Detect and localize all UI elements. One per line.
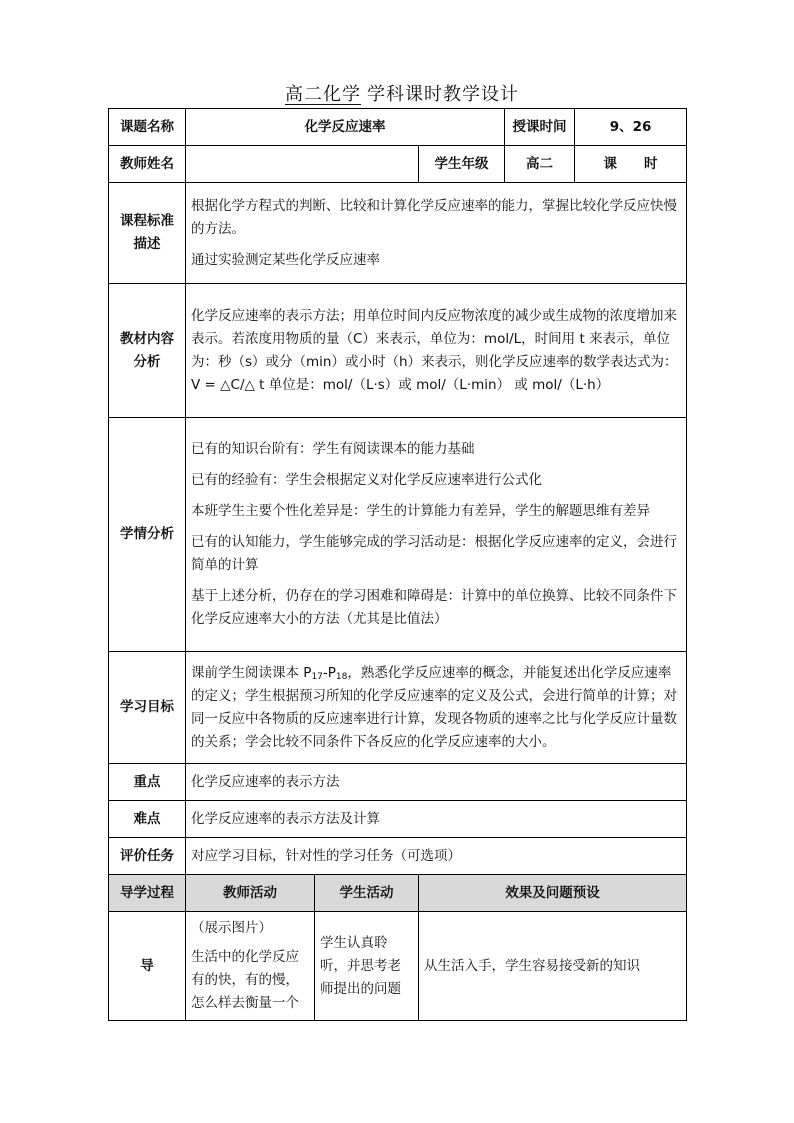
teacher-activity-paragraph: （展示图片） xyxy=(191,920,272,936)
key-content: 化学反应速率的表示方法 xyxy=(186,764,687,801)
process-header-student: 学生活动 xyxy=(315,875,419,912)
process-teacher-activity xyxy=(186,912,315,1021)
row-teacher xyxy=(109,146,687,183)
learner-label: 学情分析 xyxy=(109,418,186,652)
difficult-content: 化学反应速率的表示方法及计算 xyxy=(186,801,687,838)
period-label: 课 时 xyxy=(575,146,687,183)
grade-value: 高二 xyxy=(505,146,575,183)
row-topic xyxy=(109,109,687,146)
row-goals xyxy=(109,652,687,764)
evaluation-label: 评价任务 xyxy=(109,838,186,875)
goals-text-c: ，熟悉化学反应速率的概念，并能复述出化学反应速率的定义；学生根据预习所知的化学反应速率的定义及公式，会进行简单的计算；对同一反应中各物质的反应速率进行计算，发现各物质的速率之比与化学反应计量数的关系；学会比较不同条件下各反应的化学反应速率的大小。 xyxy=(191,664,677,750)
goals-label: 学习目标 xyxy=(109,652,186,764)
teacher-value xyxy=(186,146,419,183)
title-rest: 学科课时教学设计 xyxy=(367,84,519,105)
row-difficult xyxy=(109,801,687,838)
evaluation-content: 对应学习目标，针对性的学习任务（可选项） xyxy=(186,838,687,875)
topic-label: 课题名称 xyxy=(109,109,186,146)
row-process-intro xyxy=(109,912,687,1021)
learner-paragraph: 已有的知识台阶有：学生有阅读课本的能力基础 xyxy=(191,441,475,457)
row-learner xyxy=(109,418,687,652)
process-header-teacher: 教师活动 xyxy=(186,875,315,912)
process-header-effect: 效果及问题预设 xyxy=(419,875,687,912)
grade-label: 学生年级 xyxy=(419,146,505,183)
goals-text-a: 课前学生阅读课本 P xyxy=(191,664,312,681)
teacher-label: 教师姓名 xyxy=(109,146,186,183)
goals-page-end: 18 xyxy=(335,671,348,682)
goals-page-start: 17 xyxy=(311,671,323,682)
process-header-stage: 导学过程 xyxy=(109,875,186,912)
standard-paragraph: 根据化学方程式的判断、比较和计算化学反应速率的能力，掌握比较化学反应快慢的方法。 xyxy=(191,197,677,237)
learner-paragraph: 已有的经验有：学生会根据定义对化学反应速率进行公式化 xyxy=(191,472,542,488)
standard-content xyxy=(186,183,687,284)
standard-paragraph: 通过实验测定某些化学反应速率 xyxy=(191,251,380,268)
goals-text-b: -P xyxy=(322,664,336,681)
teacher-activity-paragraph: 生活中的化学反应有的快，有的慢，怎么样去衡量一个 xyxy=(191,949,299,1011)
date-label: 授课时间 xyxy=(505,109,575,146)
material-label: 教材内容分析 xyxy=(109,284,186,418)
topic-value: 化学反应速率 xyxy=(186,109,505,146)
row-evaluation xyxy=(109,838,687,875)
goals-content xyxy=(186,652,687,764)
learner-paragraph: 已有的认知能力，学生能够完成的学习活动是：根据化学反应速率的定义，会进行简单的计算 xyxy=(191,534,677,573)
lesson-plan-table xyxy=(108,108,687,1021)
learner-content xyxy=(186,418,687,652)
standard-label: 课程标准描述 xyxy=(109,183,186,284)
row-standard xyxy=(109,183,687,284)
difficult-label: 难点 xyxy=(109,801,186,838)
date-value: 9、26 xyxy=(575,109,687,146)
row-key xyxy=(109,764,687,801)
title-subject: 高二化学 xyxy=(285,84,361,105)
process-stage: 导 xyxy=(109,912,186,1021)
process-student-activity: 学生认真聆听，并思考老师提出的问题 xyxy=(315,912,419,1021)
process-effect: 从生活入手，学生容易接受新的知识 xyxy=(419,912,687,1021)
document-title xyxy=(0,80,794,106)
row-material xyxy=(109,284,687,418)
row-process-header xyxy=(109,875,687,912)
learner-paragraph: 基于上述分析，仍存在的学习困难和障碍是：计算中的单位换算、比较不同条件下化学反应速率大小的方法（尤其是比值法） xyxy=(191,588,677,627)
material-content: 化学反应速率的表示方法；用单位时间内反应物浓度的减少或生成物的浓度增加来表示。若浓度用物质的量（C）来表示，单位为：mol/L，时间用 t 来表示，单位为：秒（s）或分（min）或小时（h）来表示，则化学反应速率的数学表达式为： V = △C/△ t 单位是：mol/（L·s）或 mol/（L·min） 或 mol/（L·h） xyxy=(186,284,687,418)
key-label: 重点 xyxy=(109,764,186,801)
learner-paragraph: 本班学生主要个性化差异是：学生的计算能力有差异，学生的解题思维有差异 xyxy=(191,503,650,519)
